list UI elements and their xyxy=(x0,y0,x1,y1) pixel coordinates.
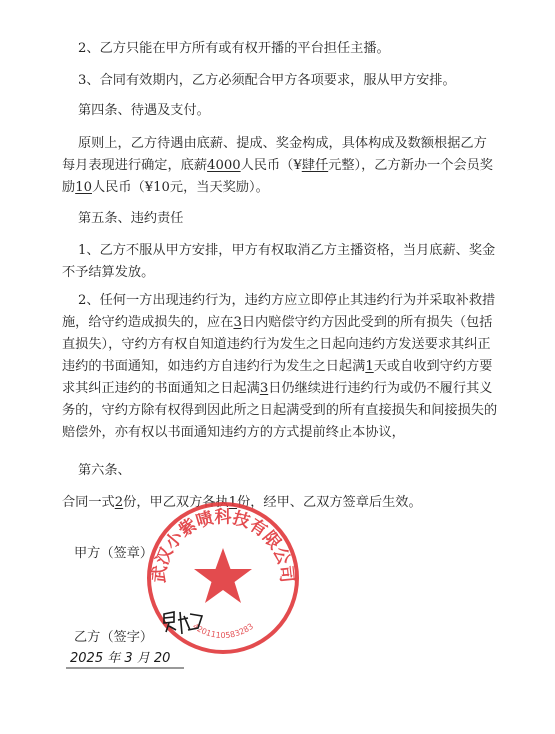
clause5-item2-line3: 直损失），守约方有权自知道违约行为发生之日起向违约方发送要求其纠正 xyxy=(62,337,491,352)
date-underline xyxy=(66,665,186,671)
clause6-heading: 第六条、 xyxy=(78,463,131,478)
clause4-paragraph-line1: 原则上，乙方待遇由底薪、提成、奖金构成，具体构成及数额根据乙方 xyxy=(78,136,487,151)
clause3-item3: 3、合同有效期内，乙方必须配合甲方各项要求，服从甲方安排。 xyxy=(78,73,456,88)
seal-number: 4201110583283 xyxy=(190,621,256,640)
salary-amount-capitals: 肆仟 xyxy=(301,158,329,173)
clause3-item2: 2、乙方只能在甲方所有或有权开播的平台担任主播。 xyxy=(78,41,390,56)
clause4-heading: 第四条、待遇及支付。 xyxy=(78,103,210,118)
clause4-paragraph-line2: 每月表现进行确定，底薪4000人民币（¥肆仟元整），乙方新办一个会员奖 xyxy=(62,158,493,173)
copies-count: 2 xyxy=(114,495,124,510)
clause5-item2-line5: 求其纠正违约的书面通知之日起满3日仍继续进行违约行为或仍不履行其义 xyxy=(62,381,493,396)
member-bonus-amount: 10 xyxy=(75,180,92,195)
clause5-item2-line6: 务的，守约方除有权得到因此所之日起满受到的所有直接损失和间接损失的 xyxy=(62,403,498,418)
compensation-days: 3 xyxy=(233,315,242,330)
clause5-item1-line2: 不予结算发放。 xyxy=(62,265,155,280)
clause5-item2-line1: 2、任何一方出现违约行为，违约方应立即停止其违约行为并采取补救措 xyxy=(78,293,496,308)
seal-company-name: 武汉小紫啧科技有限公司 xyxy=(149,507,297,584)
clause5-item1-line1: 1、乙方不服从甲方安排，甲方有权取消乙方主播资格，当月底薪、奖金 xyxy=(78,243,496,258)
clause5-item2-line2: 施，给守约造成损失的，应在3日内赔偿守约方因此受到的所有损失（包括 xyxy=(62,315,493,330)
clause5-item2-line4: 违约的书面通知，如违约方自违约行为发生之日起满1天或自收到守约方要 xyxy=(62,359,493,374)
salary-amount: 4000 xyxy=(207,158,241,173)
clause4-paragraph-line3: 励10人民币（¥10元，当天奖励）。 xyxy=(62,180,269,195)
seal-star-icon xyxy=(194,548,252,603)
clause5-heading: 第五条、违约责任 xyxy=(78,211,184,226)
signing-date: 2025 年 3 月 20 xyxy=(70,651,171,666)
party-a-signature-label: 甲方（签章） xyxy=(74,546,154,561)
clause5-item2-line7: 赔偿外，亦有权以书面通知违约方的方式提前终止本协议， xyxy=(62,425,405,440)
copies-each: 1 xyxy=(228,495,238,510)
notice-days: 3 xyxy=(259,381,269,396)
breach-days: 1 xyxy=(365,359,374,374)
clause6-paragraph: 合同一式2份，甲乙双方各执1份，经甲、乙双方签章后生效。 xyxy=(62,495,422,510)
party-b-signature-label: 乙方（签字） xyxy=(74,630,154,645)
party-b-handwritten-signature xyxy=(160,606,206,640)
